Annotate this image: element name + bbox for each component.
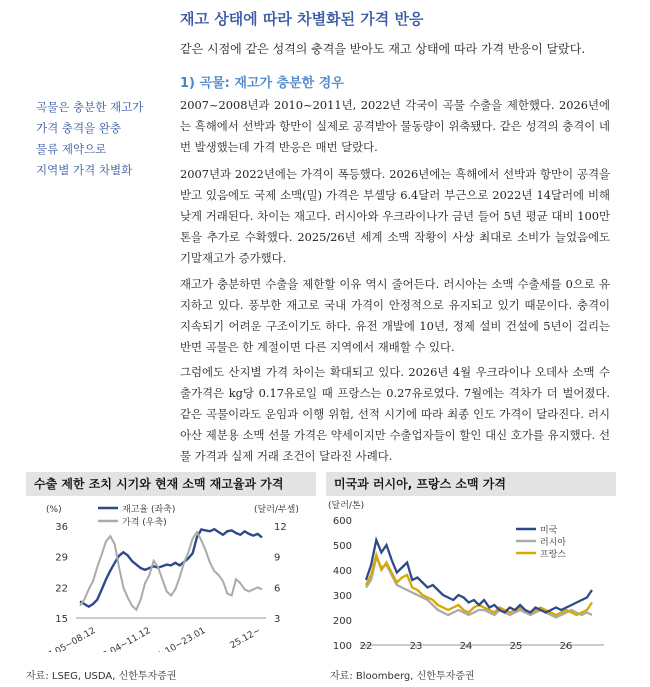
- y-tick-label: 300: [332, 591, 352, 602]
- x-tick-label: 26: [559, 641, 573, 652]
- paragraph: 재고가 충분하면 수출을 제한할 이유 역시 줄어든다. 러시아는 소맥 수출세를 0으로 유지하고 있다. 풍부한 재고로 국내 가격이 안정적으로 유지되고 있기 때문이다. 충격이 지속되기 어려운 구조이기도 하다. 유전 개발에 10년, 정제 설비 건설에 5년이 걸리는 반면 곡물은 한 계절이면 다른 지역에서 재배할 수 있다.: [180, 277, 610, 354]
- right-axis-unit: (달러/부셸): [254, 505, 299, 515]
- chart-1-svg: [26, 496, 316, 652]
- left-axis-unit: (%): [46, 505, 62, 515]
- chart-title: 수출 제한 조치 시기와 현재 소맥 재고율과 가격: [26, 472, 316, 496]
- right-tick-label: 12: [274, 522, 287, 533]
- left-tick-label: 36: [55, 522, 68, 533]
- left-tick-label: 22: [55, 583, 68, 595]
- left-tick-label: 29: [55, 552, 68, 564]
- x-tick-label: 25: [509, 641, 523, 652]
- legend-label: 재고율 (좌축): [122, 505, 176, 515]
- paragraph: 2007~2008년과 2010~2011년, 2022년 각국이 곡물 수출을 제한했다. 2026년에는 흑해에서 선박과 항만이 실제로 공격받아 물동량이 위축됐다. 같은 성격의 충격이 네 번 발생했는데 가격 반응은 매번 달랐다.: [180, 98, 610, 154]
- legend-label: 가격 (우축): [122, 518, 167, 528]
- y-tick-label: 200: [332, 616, 352, 627]
- side-note-line: 곡물은 충분한 재고가: [36, 100, 144, 114]
- right-tick-label: 3: [274, 614, 281, 625]
- y-axis-unit: (달러/톤): [328, 501, 365, 511]
- x-tick-label: 07.05~08.12: [41, 625, 98, 652]
- right-tick-label: 9: [274, 552, 281, 564]
- y-tick-label: 600: [332, 516, 352, 527]
- side-note-line: 가격 충격을 완충: [36, 121, 122, 135]
- legend-label: 프랑스: [540, 550, 567, 560]
- legend-label: 미국: [540, 526, 558, 536]
- y-tick-label: 400: [332, 566, 352, 577]
- side-note: [36, 97, 156, 181]
- x-tick-label: 25.12~: [228, 625, 263, 652]
- side-note-line: 지역별 가격 차별화: [36, 163, 133, 177]
- x-tick-label: 24: [459, 641, 473, 652]
- left-tick-label: 15: [55, 614, 68, 625]
- chart-source: 자료: Bloomberg, 신한투자증권: [330, 671, 475, 682]
- x-tick-label: 21.10~23.01: [151, 625, 208, 652]
- right-tick-label: 6: [274, 583, 281, 595]
- page-title: 재고 상태에 따라 차별화된 가격 반응: [180, 10, 424, 28]
- y-tick-label: 500: [332, 541, 352, 552]
- paragraph: 그럼에도 산지별 가격 차이는 확대되고 있다. 2026년 4월 우크라이나 오데사 소맥 수출가격은 kg당 0.17유로일 때 프랑스는 0.27유로였다. 7월에는 격차가 더 벌어졌다. 같은 곡물이라도 운임과 이행 위험, 선적 시기에 따라 최종 인도 가격이 달라진다. 러시아산 제분용 소맥 선물 가격은 약세이지만 수출업자들이 할인 대신 호가를 유지했다. 선물 가격과 실제 거래 조건이 달라진 사례다.: [180, 365, 610, 463]
- series-line: [80, 532, 262, 610]
- chart-stock-ratio-price: [26, 472, 316, 652]
- section-subheading: 1) 곡물: 재고가 충분한 경우: [180, 76, 344, 91]
- intro-text: 같은 시점에 같은 성격의 충격을 받아도 재고 상태에 따라 가격 반응이 달랐다.: [180, 42, 586, 56]
- chart-source: 자료: LSEG, USDA, 신한투자증권: [26, 671, 177, 682]
- chart-title: 미국과 러시아, 프랑스 소맥 가격: [326, 472, 616, 496]
- x-tick-label: 22: [359, 641, 373, 652]
- y-tick-label: 100: [332, 641, 352, 652]
- x-tick-label: 23: [409, 641, 423, 652]
- side-note-line: 물류 제약으로: [36, 142, 107, 156]
- chart-wheat-prices: [326, 472, 616, 652]
- chart-2-svg: [326, 496, 616, 652]
- paragraph: 2007년과 2022년에는 가격이 폭등했다. 2026년에는 흑해에서 선박과 항만이 공격을 받고 있음에도 국제 소맥(밀) 가격은 부셸당 6.4달러 부근으로 2022년 14달러에 비해 낮게 거래된다. 차이는 재고다. 러시아와 우크라이나가 금년 들어 5년 평균 대비 100만톤을 추가로 수확했다. 2025/26년 세계 소맥 작황이 사상 최대로 소비가 늘었음에도 기말재고가 증가했다.: [180, 167, 610, 265]
- x-tick-label: 10.04~11.12: [96, 625, 153, 652]
- legend-label: 러시아: [540, 538, 567, 548]
